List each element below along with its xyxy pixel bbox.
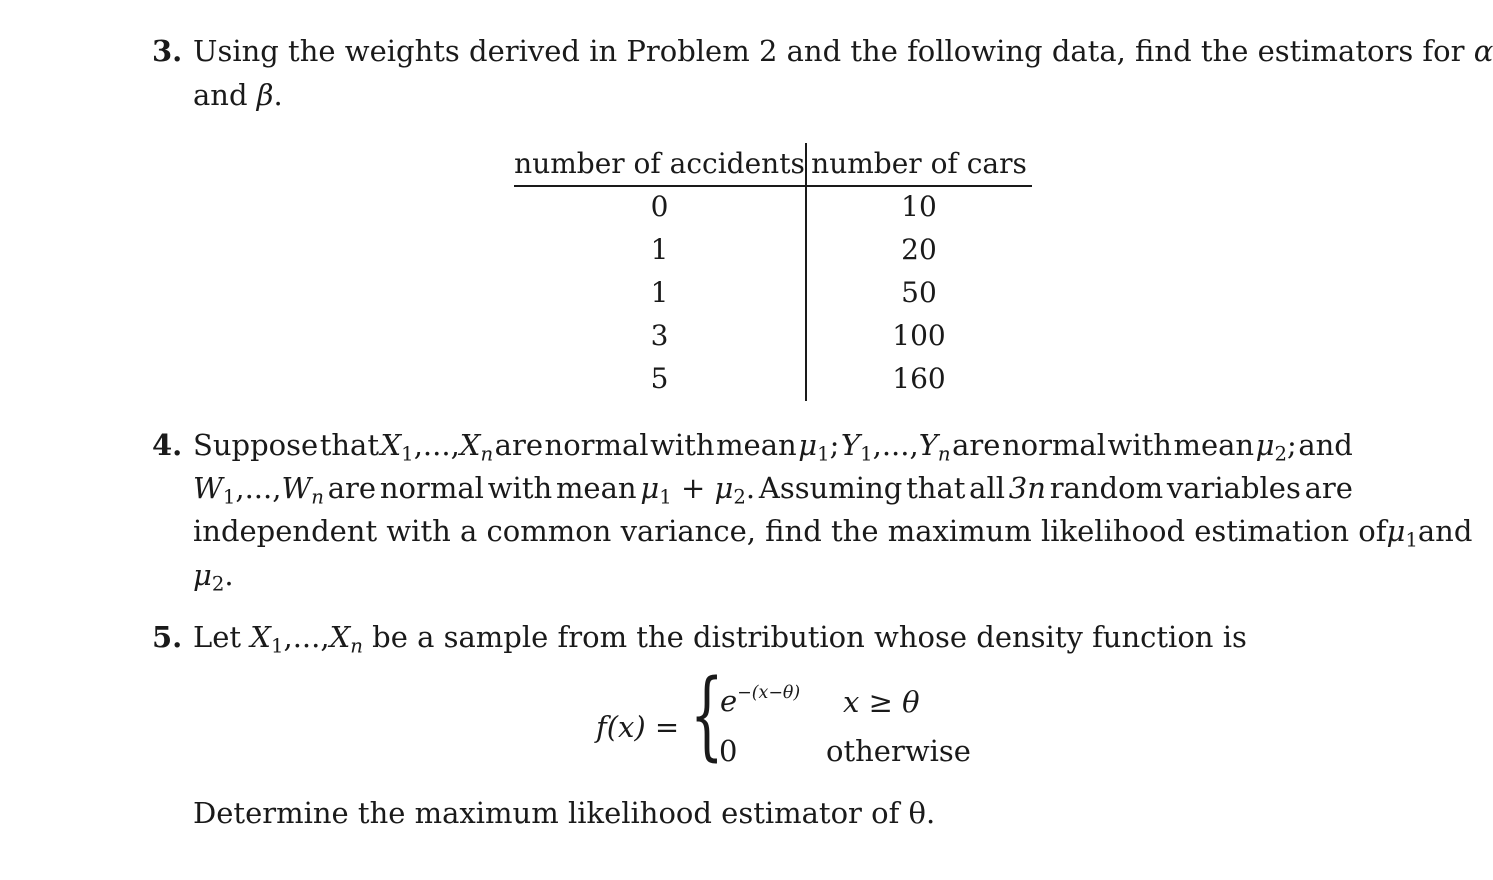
- word: with: [650, 428, 715, 462]
- y-sequence: $Y_1,...,Y_n$: [840, 428, 951, 466]
- problem-4-line-1: [193, 428, 1353, 466]
- cell-cars-row-5: 160: [892, 362, 946, 395]
- word: variables: [1166, 471, 1301, 505]
- word: that: [319, 428, 379, 462]
- word: and: [1298, 428, 1353, 462]
- word: Let: [193, 620, 242, 654]
- word: Assuming: [758, 471, 903, 505]
- cell-accidents-row-5: 5: [650, 362, 669, 395]
- problem-3-line-2: [193, 78, 283, 112]
- problem-5-number: 5.: [152, 620, 183, 654]
- case-1-value: $e^{-(x-\theta)}$: [720, 682, 801, 718]
- data-table: [514, 143, 1032, 403]
- problem-4-line-2: [193, 471, 1353, 509]
- cell-accidents-row-2: 1: [650, 233, 669, 266]
- word: with: [1107, 428, 1172, 462]
- case-2-condition: otherwise: [826, 734, 971, 768]
- x-sequence-5: $X_1,...,X_n$: [250, 620, 363, 658]
- problem-3-line-1: [193, 34, 1493, 68]
- cell-accidents-row-1: 0: [650, 190, 669, 223]
- alpha-symbol: α: [1473, 34, 1493, 68]
- cell-accidents-row-4: 3: [650, 319, 669, 352]
- header-accidents: number of accidents: [514, 147, 805, 180]
- problem-3-text: Using the weights derived in Problem 2 and the following data, find the estimators for: [193, 34, 1465, 68]
- word: that: [906, 471, 966, 505]
- problem-4-line-3: [193, 514, 1473, 552]
- word: all: [969, 471, 1006, 505]
- word: normal: [544, 428, 649, 462]
- word: are: [327, 471, 377, 505]
- problem-4-text: independent with a common variance, find the maximum likelihood estimation of: [193, 514, 1387, 548]
- left-brace: {: [690, 659, 724, 771]
- table-header-rule: [514, 185, 1032, 187]
- problem-3-and: and: [193, 78, 248, 112]
- mu-2-ref: $\mu_2$.: [193, 558, 234, 596]
- cell-accidents-row-3: 1: [650, 276, 669, 309]
- mu-1-ref: $\mu_1$: [1386, 514, 1418, 552]
- word: random: [1049, 471, 1164, 505]
- word: are: [1304, 471, 1353, 505]
- problem-3-number: 3.: [152, 34, 183, 68]
- word: mean: [716, 428, 797, 462]
- beta-symbol: β: [256, 78, 274, 112]
- word: normal: [1001, 428, 1107, 462]
- cell-cars-row-1: 10: [901, 190, 937, 223]
- header-cars: number of cars: [811, 147, 1027, 180]
- word: with: [487, 471, 553, 505]
- cell-cars-row-4: 100: [892, 319, 946, 352]
- problem-5-line-1: [193, 620, 1247, 658]
- problem-4-line-4: [193, 558, 234, 596]
- x-sequence: $X_1,...,X_n$: [380, 428, 494, 466]
- three-n: 3n: [1008, 471, 1046, 505]
- density-lhs: f(x) =: [596, 710, 680, 744]
- word: are: [494, 428, 543, 462]
- mu-2: $\mu_2$;: [1255, 428, 1297, 466]
- mu-1: $\mu_1$;: [798, 428, 840, 466]
- word: mean: [1173, 428, 1255, 462]
- word: and: [1417, 514, 1473, 548]
- word: normal: [379, 471, 484, 505]
- case-1-condition: x ≥ θ: [843, 685, 920, 719]
- word: mean: [555, 471, 637, 505]
- word: are: [952, 428, 1001, 462]
- case-2-value: 0: [719, 734, 738, 768]
- cell-cars-row-3: 50: [901, 276, 937, 309]
- problem-3-period: .: [273, 78, 283, 112]
- problem-5-final: Determine the maximum likelihood estimator of θ.: [193, 796, 936, 830]
- word: Suppose: [193, 428, 319, 462]
- problem-5-text: be a sample from the distribution whose density function is: [372, 620, 1247, 654]
- cell-cars-row-2: 20: [901, 233, 937, 266]
- mu-sum: $\mu_1 + \mu_2$.: [640, 471, 756, 509]
- problem-4-number: 4.: [152, 428, 183, 462]
- w-sequence: $W_1,...,W_n$: [193, 471, 324, 509]
